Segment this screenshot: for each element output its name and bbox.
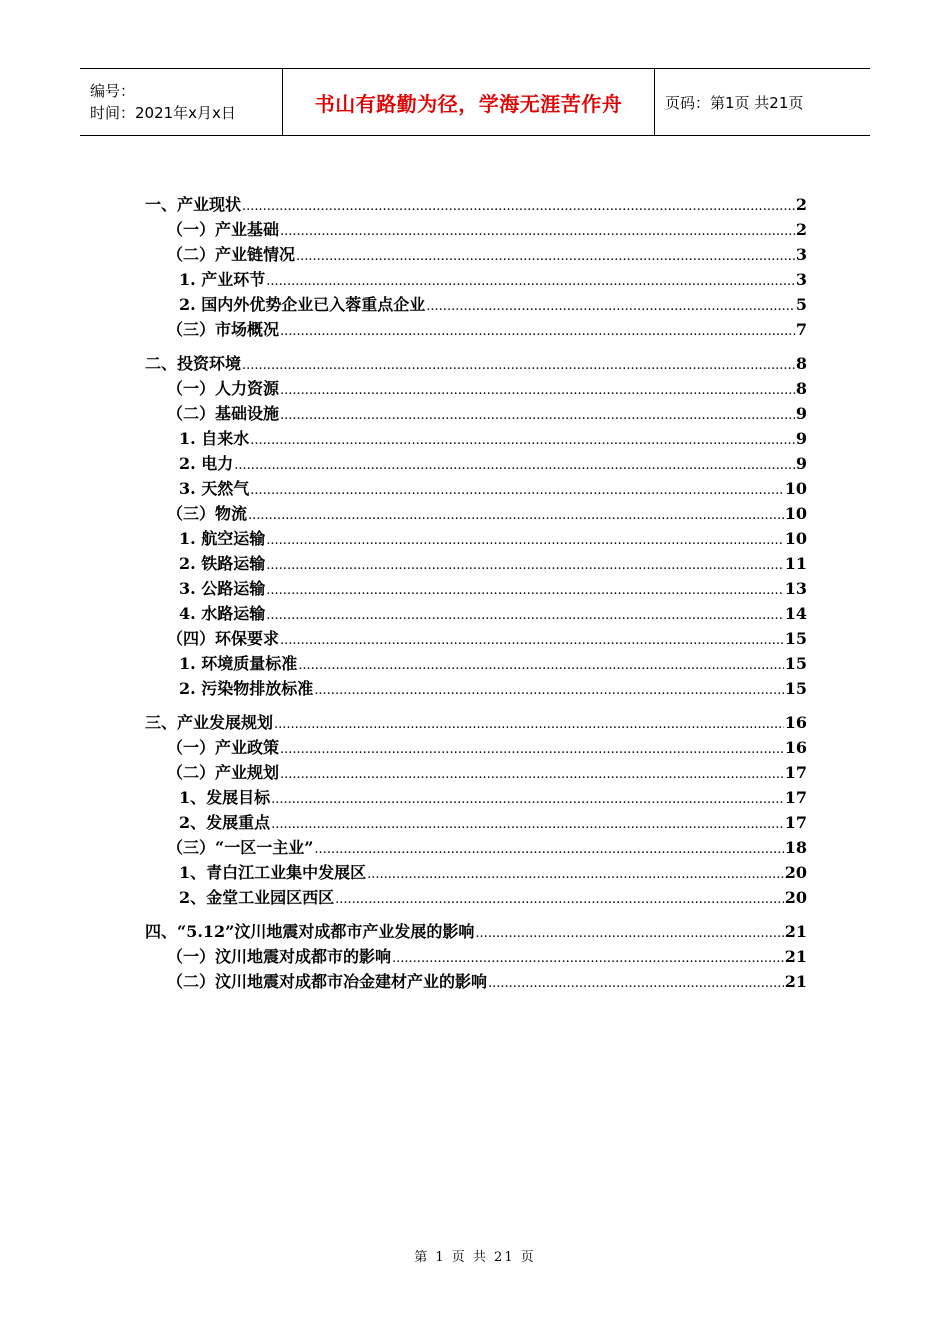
toc-entry-title: （四）环保要求: [167, 629, 280, 648]
toc-leader-dots: [280, 760, 784, 785]
toc-entry-page: 9: [795, 429, 807, 448]
toc-entry-page: 21: [784, 922, 807, 941]
toc-entry-title: 一、产业现状: [145, 195, 242, 214]
toc-entry-title: 3. 天然气: [179, 479, 250, 498]
toc-entry-page: 17: [784, 788, 807, 807]
toc-leader-dots: [314, 835, 783, 860]
toc-leader-dots: [475, 919, 783, 944]
toc-entry-title: 2、发展重点: [179, 813, 271, 832]
toc-entry-page: 15: [784, 679, 807, 698]
toc-entry-page: 21: [784, 947, 807, 966]
toc-leader-dots: [280, 735, 784, 760]
toc-entry[interactable]: [145, 676, 807, 701]
toc-entry-title: 1. 航空运输: [179, 529, 266, 548]
toc-entry-page: 10: [784, 479, 807, 498]
header-left-cell: [80, 69, 282, 135]
toc-leader-dots: [280, 401, 795, 426]
toc-entry-page: 9: [795, 404, 807, 423]
toc-entry[interactable]: [145, 451, 807, 476]
toc-leader-dots: [266, 551, 783, 576]
toc-entry[interactable]: [145, 735, 807, 760]
toc-entry-page: 15: [784, 654, 807, 673]
toc-leader-dots: [266, 576, 783, 601]
toc-leader-dots: [242, 351, 795, 376]
header-middle-cell: [282, 69, 655, 135]
toc-entry[interactable]: [145, 944, 807, 969]
toc-entry-page: 8: [795, 354, 807, 373]
toc-entry[interactable]: [145, 376, 807, 401]
toc-leader-dots: [280, 626, 784, 651]
toc-leader-dots: [314, 676, 783, 701]
toc-entry-page: 20: [784, 888, 807, 907]
toc-entry-title: （一）产业政策: [167, 738, 280, 757]
toc-leader-dots: [426, 292, 795, 317]
toc-entry[interactable]: [145, 526, 807, 551]
toc-entry-title: （二）产业规划: [167, 763, 280, 782]
toc-leader-dots: [234, 451, 795, 476]
toc-entry-title: 三、产业发展规划: [145, 713, 274, 732]
toc-entry-title: 3. 公路运输: [179, 579, 266, 598]
toc-entry-page: 3: [795, 245, 807, 264]
toc-leader-dots: [280, 376, 795, 401]
toc-entry-title: （二）基础设施: [167, 404, 280, 423]
toc-entry[interactable]: [145, 576, 807, 601]
toc-entry-title: 1. 自来水: [179, 429, 250, 448]
toc-entry-page: 21: [784, 972, 807, 991]
toc-entry-page: 10: [784, 529, 807, 548]
toc-entry[interactable]: [145, 810, 807, 835]
toc-entry[interactable]: [145, 626, 807, 651]
toc-entry-page: 13: [784, 579, 807, 598]
toc-entry[interactable]: [145, 760, 807, 785]
toc-entry[interactable]: [145, 242, 807, 267]
toc-leader-dots: [248, 501, 784, 526]
toc-entry[interactable]: [145, 317, 807, 342]
toc-leader-dots: [274, 710, 784, 735]
toc-entry-title: 四、“5.12”汶川地震对成都市产业发展的影响: [145, 922, 475, 941]
toc-entry-page: 11: [784, 554, 807, 573]
toc-leader-dots: [280, 217, 795, 242]
header-right-cell: [655, 69, 870, 135]
toc-entry-page: 10: [784, 504, 807, 523]
header-motto: 书山有路勤为径，学海无涯苦作舟: [314, 91, 623, 116]
toc-entry[interactable]: [145, 501, 807, 526]
toc-leader-dots: [250, 426, 795, 451]
toc-entry[interactable]: [145, 601, 807, 626]
toc-entry[interactable]: [145, 267, 807, 292]
toc-entry[interactable]: [145, 969, 807, 994]
table-of-contents: [145, 192, 807, 994]
toc-entry[interactable]: [145, 401, 807, 426]
toc-entry-title: （三）物流: [167, 504, 248, 523]
toc-leader-dots: [266, 267, 795, 292]
toc-leader-dots: [296, 242, 795, 267]
toc-entry-title: 1、发展目标: [179, 788, 271, 807]
document-time-label: 时间：2021年x月x日: [90, 104, 236, 122]
page-header: [80, 68, 870, 136]
toc-leader-dots: [335, 885, 784, 910]
toc-entry-page: 9: [795, 454, 807, 473]
toc-entry-page: 5: [795, 295, 807, 314]
toc-entry-page: 8: [795, 379, 807, 398]
toc-entry-page: 18: [784, 838, 807, 857]
toc-leader-dots: [271, 810, 784, 835]
toc-leader-dots: [266, 526, 783, 551]
toc-entry-title: 2. 国内外优势企业已入蓉重点企业: [179, 295, 426, 314]
toc-entry-page: 15: [784, 629, 807, 648]
toc-entry-title: 2. 污染物排放标准: [179, 679, 314, 698]
toc-leader-dots: [250, 476, 783, 501]
toc-entry[interactable]: [145, 785, 807, 810]
toc-entry[interactable]: [145, 292, 807, 317]
toc-entry-title: 2、金堂工业园区西区: [179, 888, 335, 907]
toc-entry-page: 17: [784, 813, 807, 832]
toc-entry-title: （二）汶川地震对成都市冶金建材产业的影响: [167, 972, 488, 991]
toc-entry-title: 二、投资环境: [145, 354, 242, 373]
toc-entry-title: （一）汶川地震对成都市的影响: [167, 947, 392, 966]
toc-entry[interactable]: [145, 192, 807, 217]
toc-entry-title: （三）市场概况: [167, 320, 280, 339]
toc-entry-title: （二）产业链情况: [167, 245, 296, 264]
toc-entry[interactable]: [145, 217, 807, 242]
toc-entry[interactable]: [145, 885, 807, 910]
toc-entry-title: 1. 环境质量标准: [179, 654, 298, 673]
toc-leader-dots: [367, 860, 784, 885]
toc-entry[interactable]: [145, 351, 807, 376]
toc-leader-dots: [392, 944, 784, 969]
toc-entry[interactable]: [145, 919, 807, 944]
toc-entry-page: 2: [795, 220, 807, 239]
toc-entry[interactable]: [145, 860, 807, 885]
toc-entry-title: 1、青白江工业集中发展区: [179, 863, 367, 882]
toc-entry-page: 2: [795, 195, 807, 214]
toc-entry-title: 1. 产业环节: [179, 270, 266, 289]
toc-entry-title: （三）“一区一主业”: [167, 838, 314, 857]
page-footer: 第 1 页 共 21 页: [414, 1250, 536, 1265]
toc-entry-page: 16: [784, 738, 807, 757]
toc-leader-dots: [266, 601, 783, 626]
toc-leader-dots: [242, 192, 795, 217]
toc-leader-dots: [280, 317, 795, 342]
toc-entry[interactable]: [145, 710, 807, 735]
toc-entry-title: 2. 铁路运输: [179, 554, 266, 573]
toc-entry-title: （一）产业基础: [167, 220, 280, 239]
toc-entry-page: 20: [784, 863, 807, 882]
toc-leader-dots: [298, 651, 783, 676]
toc-leader-dots: [271, 785, 784, 810]
toc-leader-dots: [488, 969, 784, 994]
toc-entry[interactable]: [145, 426, 807, 451]
toc-entry-page: 7: [795, 320, 807, 339]
toc-entry-page: 16: [784, 713, 807, 732]
toc-entry-title: （一）人力资源: [167, 379, 280, 398]
toc-entry-page: 3: [795, 270, 807, 289]
toc-entry-page: 17: [784, 763, 807, 782]
toc-entry[interactable]: [145, 551, 807, 576]
toc-entry-page: 14: [784, 604, 807, 623]
toc-entry-title: 2. 电力: [179, 454, 234, 473]
toc-entry[interactable]: [145, 651, 807, 676]
document-number-label: 编号：: [90, 82, 136, 100]
header-page-info: 页码：第1页 共21页: [665, 93, 804, 112]
toc-entry[interactable]: [145, 835, 807, 860]
toc-entry-title: 4. 水路运输: [179, 604, 266, 623]
toc-entry[interactable]: [145, 476, 807, 501]
